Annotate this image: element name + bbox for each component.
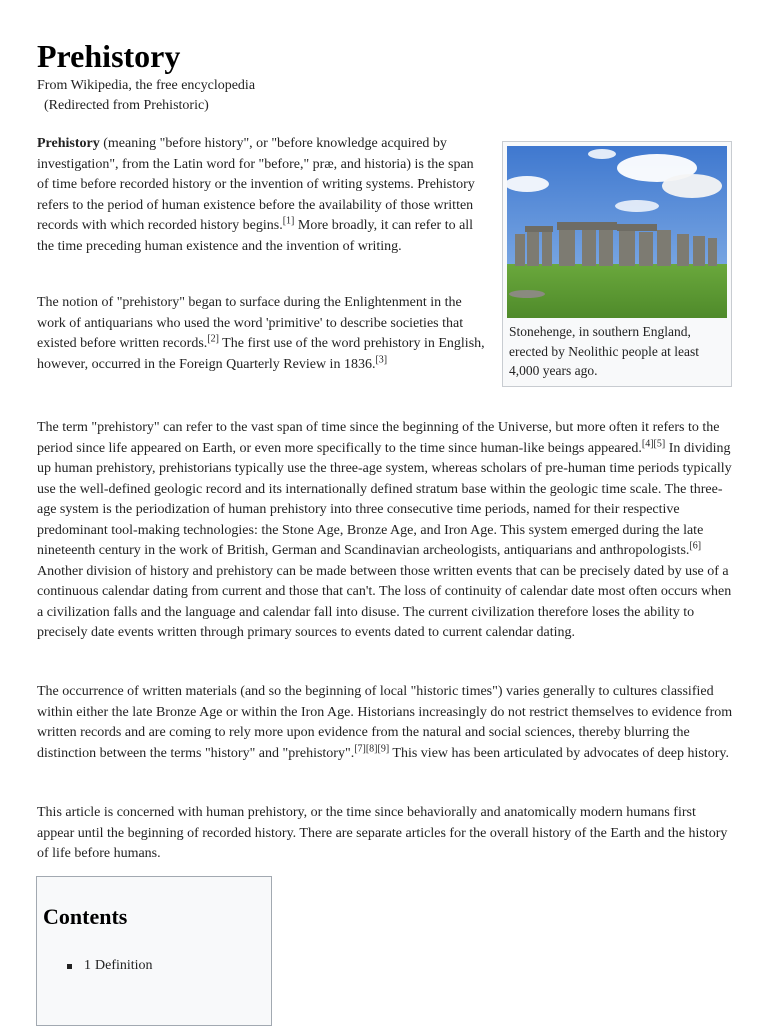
paragraph-text: In dividing up human prehistory, prehistorians typically use the three-age system, whereas scholars of pre-human time periods typically use the well-defined geologic record and its internationally defined stratum base within the geologic time scale. The three-age system is the periodization of human prehistory into three consecutive time periods, named for their respective predominant tool-making technologies: the Stone Age, Bronze Age, and Iron Age. This system emerged during the late nineteenth century in the work of British, German and Scandinavian archeologists, antiquarians and anthropologists. bbox=[37, 440, 732, 558]
table-of-contents bbox=[36, 876, 272, 1026]
image-thumbnail bbox=[502, 141, 732, 387]
paragraph-text: The term "prehistory" can refer to the vast span of time since the beginning of the Universe, but more often it refers to the period since life appeared on Earth, or even more specifically to the time since human-like beings appeared. bbox=[37, 420, 720, 456]
paragraph-text: Another division of history and prehistory can be made between those written events that can be precisely dated by use of a continuous calendar dating from current and those that can't. The loss of continuity of calendar date most often occurs when a civilization falls and the language and calendar fall into disuse. The current civilization therefore loses the ability to precisely date events written through primary sources to events dated to current calendar dating. bbox=[37, 563, 732, 640]
paragraph-text: (meaning "before history", or "before knowledge acquired by investigation", from the Latin word for "before," præ, and historia) is the span of time before recorded history or the invention of writing systems. Prehistory refers to the period of human existence before the availability of those written records with which recorded history begins. bbox=[37, 136, 475, 233]
stonehenge-image[interactable] bbox=[507, 146, 727, 318]
toc-item-definition[interactable] bbox=[67, 957, 153, 975]
reference-link[interactable]: [6] bbox=[689, 540, 702, 552]
site-tagline: From Wikipedia, the free encyclopedia bbox=[37, 78, 256, 93]
paragraph-text: The notion of "prehistory" began to surface during the Enlightenment in the work of antiquarians who used the word 'primitive' to describe societies that existed before written records. bbox=[37, 295, 464, 351]
reference-link[interactable]: [1] bbox=[282, 215, 295, 227]
reference-link[interactable]: [3] bbox=[375, 353, 388, 365]
paragraph-occurrence bbox=[37, 682, 735, 764]
reference-link[interactable]: [7][8][9] bbox=[354, 742, 390, 754]
paragraph-text: This view has been articulated by advocates of deep history. bbox=[389, 745, 729, 761]
bullet-icon bbox=[67, 964, 72, 969]
paragraph-notion bbox=[37, 293, 485, 375]
reference-link[interactable]: [4][5] bbox=[641, 437, 666, 449]
toc-item-number: 1 bbox=[84, 958, 91, 973]
image-caption: Stonehenge, in southern England, erected by Neolithic people at least 4,000 years ago. bbox=[509, 324, 700, 378]
page-title: Prehistory bbox=[37, 38, 181, 74]
paragraph-text: The occurrence of written materials (and so the beginning of local "historic times") varies generally to cultures classified within either the late Bronze Age or within the Iron Age. Historians increasingly do not restrict themselves to evidence from written records and are coming to rely more upon evidence from the natural and social sciences, thereby blurring the distinction between the terms "history" and "prehistory". bbox=[37, 684, 733, 761]
toc-title: Contents bbox=[43, 904, 128, 929]
toc-item-label: Definition bbox=[95, 958, 153, 973]
paragraph-text: More broadly, it can refer to all the time preceding human existence and the invention of writing. bbox=[37, 218, 474, 254]
paragraph-term bbox=[37, 418, 735, 644]
paragraph-scope bbox=[37, 803, 735, 865]
bold-term: Prehistory bbox=[37, 136, 100, 151]
paragraph-text: This article is concerned with human prehistory, or the time since behaviorally and anatomically modern humans first appear until the beginning of recorded history. There are separate articles for the overall history of the Earth and the history of life before humans. bbox=[37, 805, 728, 861]
paragraph-intro bbox=[37, 134, 485, 257]
reference-link[interactable]: [2] bbox=[207, 333, 219, 345]
redirect-notice: (Redirected from Prehistoric) bbox=[44, 98, 209, 113]
paragraph-text: The first use of the word prehistory in English, however, occurred in the Foreign Quarterly Review in 1836. bbox=[37, 336, 485, 372]
